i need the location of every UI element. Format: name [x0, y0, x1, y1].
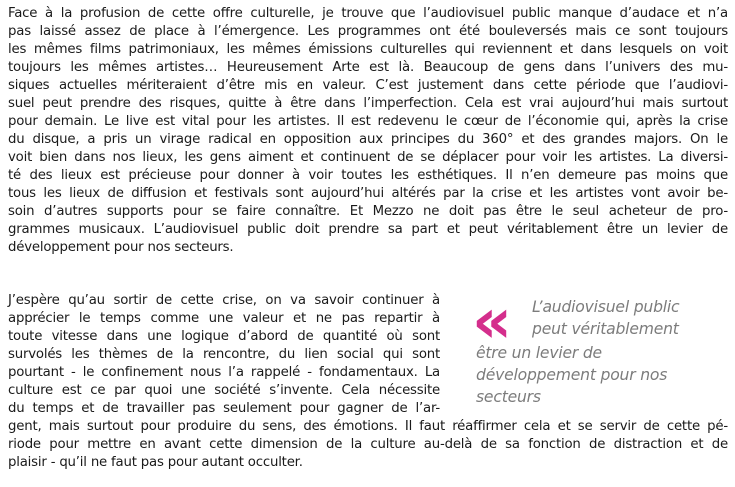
paragraph-line: développement pour nos secteurs. [8, 240, 234, 255]
paragraph-line: toute vitesse dans une logique d’abord de quantité où sont [8, 329, 440, 344]
paragraph-line: les mêmes films patrimoniaux, les mêmes émissions culturelles qui reviennent et dans lesquels on voit [8, 42, 728, 57]
paragraph-line: riode pour mettre en avant cette dimension de la culture au-delà de sa fonction de distraction et de [8, 437, 728, 452]
paragraph-line: gent, mais surtout pour produire du sens, des émotions. Il faut réaffirmer cela et se servir de cette pé- [8, 419, 728, 434]
pull-quote-line: L’audiovisuel public [532, 298, 680, 316]
pull-quote-line: secteurs [476, 388, 541, 406]
pull-quote-line: être un levier de [476, 344, 602, 362]
paragraph-line: Face à la profusion de cette offre culturelle, je trouve que l’audiovisuel public manque d’audace et n’a [8, 6, 728, 21]
pull-quote [470, 284, 715, 420]
quote-mark-icon: « [472, 284, 513, 357]
paragraph-line: soin d’autres supports pour se faire connaître. Et Mezzo ne doit pas être le seul acheteur de pro- [8, 204, 728, 219]
pull-quote-line: développement pour nos [476, 366, 668, 384]
paragraph-line: du temps et de travailler pas seulement pour gagner de l’ar- [8, 401, 440, 416]
paragraph-line: pour demain. Le live est vital pour les artistes. Il est redevenu le cœur de l’économie qui, après la crise [8, 114, 728, 129]
paragraph-line: pas laissé assez de place à l’émergence. Les programmes ont été bouleversés mais ce sont toujours [8, 24, 728, 39]
paragraph-line: plaisir - qu’il ne faut pas pour autant occulter. [8, 455, 303, 470]
paragraph-line: voit bien dans nos lieux, les gens aiment et continuent de se déplacer pour voir les artistes. La diversi- [8, 150, 728, 165]
pull-quote-line: peut véritablement [532, 320, 679, 338]
paragraph-line: J’espère qu’au sortir de cette crise, on va savoir continuer à [8, 293, 440, 308]
paragraph-line: tous les lieux de diffusion et festivals sont aujourd’hui altérés par la crise et les artistes vont avoir be- [8, 186, 728, 201]
paragraph-line: té des lieux est précieuse pour donner à voir toutes les esthétiques. Il n’en demeure pas moins que [8, 168, 728, 183]
paragraph-line: suel peut prendre des risques, quitte à être dans l’imperfection. Cela est vrai aujourd’hui mais surtout [8, 96, 728, 111]
paragraph-line: survolés les thèmes de la rencontre, du lien social qui sont [8, 347, 440, 362]
paragraph-line: apprécier le temps comme une valeur et ne pas repartir à [8, 311, 440, 326]
paragraph-line: pourtant - le confinement nous l’a rappelé - fondamentaux. La [8, 365, 440, 380]
paragraph-line: du disque, a pris un virage radical en opposition aux principes du 360° et des grandes majors. On le [8, 132, 728, 147]
paragraph-line: toujours les mêmes artistes… Heureusement Arte est là. Beaucoup de gens dans l’univers des mu- [8, 60, 728, 75]
paragraph-line: siques actuelles mériteraient d’être mis en valeur. C’est justement dans cette période que l’audiovi- [8, 78, 728, 93]
paragraph-line: grammes musicaux. L’audiovisuel public doit prendre sa part et peut véritablement être un levier de [8, 222, 728, 237]
paragraph-line: culture est ce par quoi une société s’invente. Cela nécessite [8, 383, 440, 398]
